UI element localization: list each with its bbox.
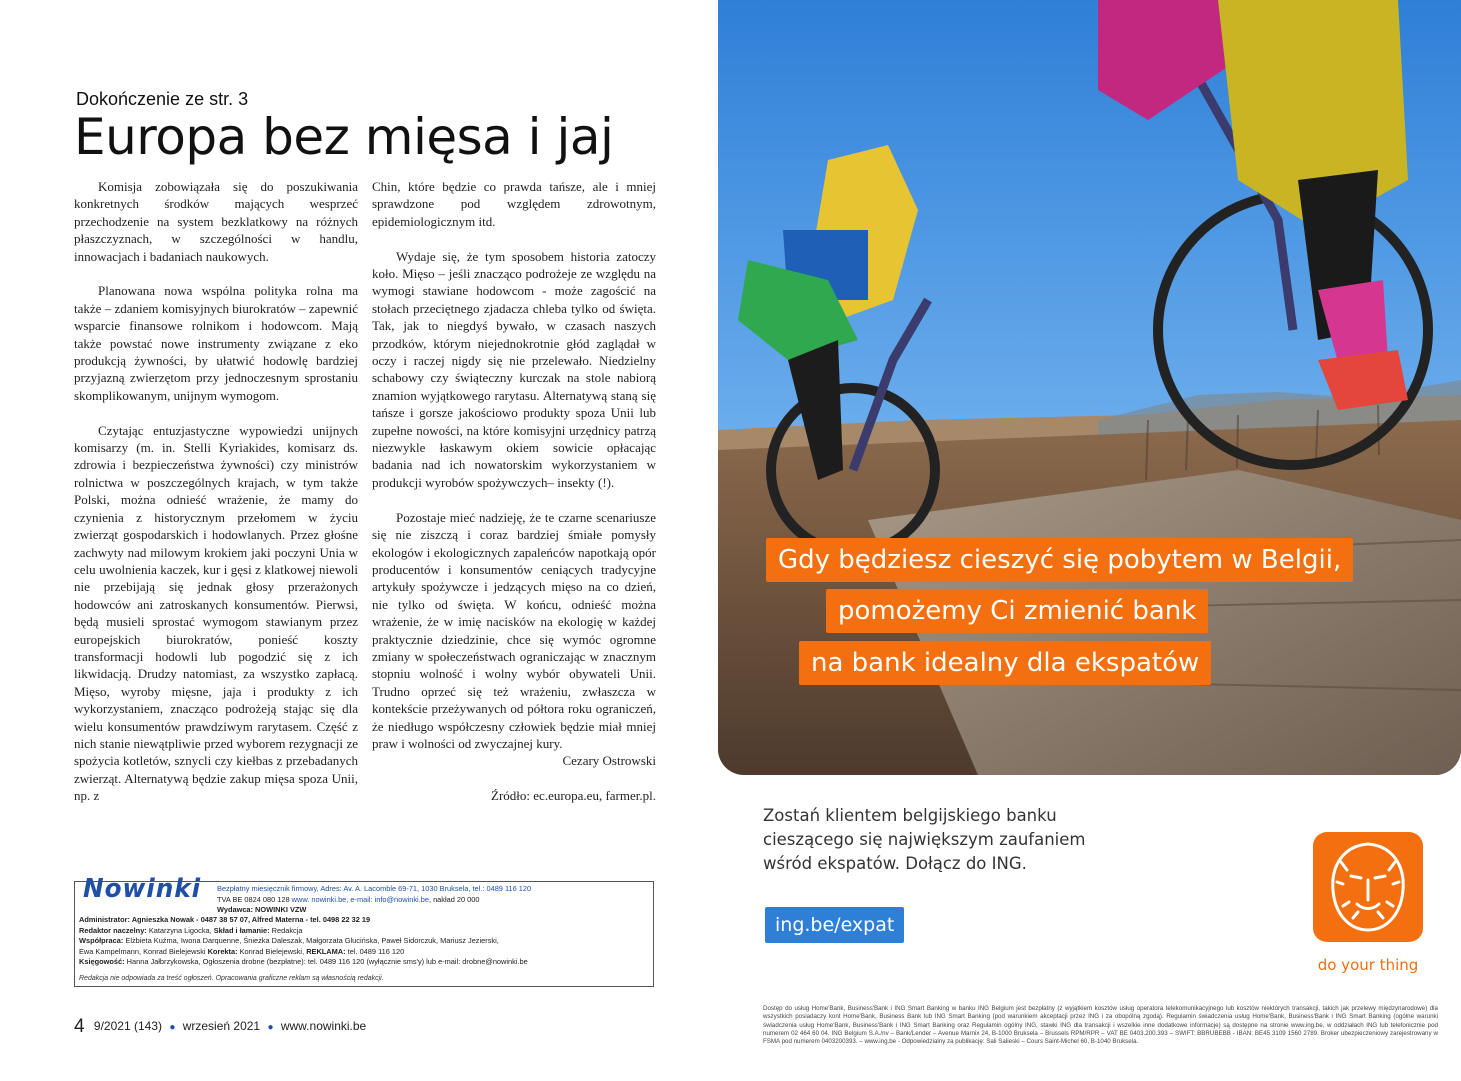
issue-number: 9/2021 (143) [93,1019,162,1033]
footer-website-link[interactable]: www.nowinki.be [280,1019,367,1033]
cooperation-label: Współpraca: [79,936,124,946]
ads-label: REKLAMA: [306,946,346,956]
article-headline: Europa bez mięsa i jaj [74,108,614,166]
paragraph: Planowana nowa wspólna polityka rolna ma także – zdaniem komisyjnych biurokratów – zapewnić wsparcie finansowe rolnikom i hodowcom. Mają także powstać nowe instrumenty związane z eko produkcją żywności, by ułatwić hodowlę bardziej przyjazną zwierzętom przy jednoczesnym sprostaniu skomplikowanym, unijnym wymogom. [74,283,358,403]
accounting-value: Hanna Jałbrzykowska, Ogłoszenia drobne (bezpłatne): tel. 0489 116 120 (wyłącznie sms'y) lub e-mail: drobne@nowinki.be [124,957,528,967]
masthead-publisher-info [217,884,647,916]
circulation: , nakład 20 000 [428,894,480,904]
cooperation-value: Elżbieta Kuźma, Iwona Darquenne, Śnieżka Daleszak, Małgorzata Glucińska, Paweł Sidorczuk, Mariusz Jezierski, [123,936,499,946]
masthead-staff [79,915,649,968]
paragraph: Pozostaje mieć nadzieję, że te czarne scenariusze się nie ziszczą i coraz bardziej śmiałe pomysły ekologów i ekologicznych zapaleńców napotkają opór producentów i konsumentów ceniących tradycyjne artykuły spożywcze i jedzących mięso na co dzień, nie tylko od święta. W końcu, odnieść można wrażenie, że w imię nacisków na ekologię w każdej praktycznie dziedzinie, chce się wymóc ogromne zmiany w społeczeństwach ograniczając w znacznym stopniu wolność i wolny wybór obywateli Unii. Trudno oprzeć się też wrażeniu, zwłaszcza w kontekście przeżywanych od półtora roku ograniczeń, że niedługo współczesny człowiek będzie miał mniej praw i wolności od zwyczajnej kury. [372,509,656,751]
article-page [0,0,718,1081]
ing-expat-link[interactable]: ing.be/expat [765,907,904,943]
cooperation-line-2 [79,947,649,958]
correction-value: Konrad Bielejewski, [237,946,307,956]
editor-label: Redaktor naczelny: [79,925,147,935]
headline-banner-1: Gdy będziesz cieszyć się pobytem w Belgii, [766,538,1353,582]
ing-tagline: do your thing [1317,956,1419,974]
author-name: Cezary Ostrowski [562,753,656,769]
accounting-label: Księgowość: [79,957,125,967]
masthead-box [74,874,654,987]
article-column-1 [74,178,358,822]
layout-label: Skład i łamanie: [213,925,270,935]
cooperation-line [79,936,649,947]
editor-line [79,926,649,937]
administrator: Administrator: Agnieszka Nowak - 0487 38 57 07, Alfred Materna - tel. 0498 22 32 19 [79,915,371,924]
headline-banner-3: na bank idealny dla ekspatów [799,641,1211,685]
page-number: 4 [74,1016,85,1037]
website-email-link[interactable]: www. nowinki.be, e-mail: info@nowinki.be [291,894,429,904]
masthead-contact [217,895,647,906]
article-column-2 [372,178,656,822]
layout-value: Redakcja [269,925,303,935]
ad-body-text: Zostań klientem belgijskiego banku cieszącego się największym zaufaniem wśród ekspatów. Dołącz do ING. [763,806,1086,873]
headline-banner-2: pomożemy Ci zmienić bank [826,589,1208,633]
masthead-address: Bezpłatny miesięcznik firmowy, Adres: Av. A. Lacomble 69-71, 1030 Bruksela, tel.: 0489 116 120 [217,884,532,893]
bullet-icon: ● [169,1022,176,1033]
paragraph: Wydaje się, że tym sposobem historia zatoczy koło. Mięso – jeśli znacząco podrożeje ze względu na wymogi stawiane hodowcom - może zagościć na stołach przeciętnego zjadacza chleba tylko od święta. Tak, jak to niegdyś bywało, w czasach naszych przodków, którym niejednokrotnie głód zaglądał w oczy i raczej nigdy się nie przelewało. Niedzielny schabowy czy świąteczny kurczak na stole nabiorą znamion wyjątkowego rarytasu. Alternatywą staną się tańsze i gorsze jakościowo produkty spoza Unii lub zupełne nowości, na które komisyjni urzędnicy patrzą niezwykle łaskawym okiem sowicie opłacając badania nad ich nowatorskim wykorzystaniem w produkcji wyrobów spożywczych– insekty (!). [372,248,656,490]
bullet-icon: ● [267,1022,274,1033]
issue-date: wrzesień 2021 [182,1019,261,1033]
ing-lion-icon [1313,832,1423,942]
ing-advertisement [718,0,1461,1081]
masthead-note: Redakcja nie odpowiada za treść ogłoszeń. Opracowania graficzne reklam są własnością redakcji. [79,975,384,982]
vat-number: TVA BE 0824 080 128 [217,894,292,904]
correction-label: Korekta: [207,946,238,956]
page-footer [74,1016,366,1038]
legal-disclaimer: Dostęp do usług Home'Bank, Business'Bank i ING Smart Banking w banku ING Belgium jest bezpłatny (z wyjątkiem kosztów usług operatora telekomunikacyjnego lub kosztów niektórych transakcji, takich jak przelewy międzynarodowe) dla wszystkich posiadaczy kont Home'Bank, Business Bank lub ING Smart Banking (pod warunkiem akceptacji przez ING i za obopólną zgodą). Regulamin świadczenia usług Home'Bank, Business'Bank i ING Smart Banking (ogólne warunki świadczenia usług Home'Bank, Business'Bank i ING Smart Banking oraz Regulamin ogólny ING, stawki ING dla transakcji i wszelkie inne dodatkowe informacje) są dostępne na stronie www.ing.be, w oddziałach ING lub telefonicznie pod numerem 02 464 60 04. ING Belgium S.A./nv – Bank/Lender – Avenue Marnix 24, B-1000 Bruksela – Brussels RPM/RPR – VAT BE 0403.200.393 – SWIFT: BBRUBEBB - IBAN: BE45 3109 1560 2789. Broker ubezpieczeniowy zarejestrowany w FSMA pod numerem 0403200393. – www.ing.be - Odpowiedzialny za publikację: Sali Salieski – Cours Saint-Michel 60, B-1040 Bruksela. [763,1005,1438,1046]
continuation-kicker: Dokończenie ze str. 3 [76,89,249,109]
cooperation-value-2: Ewa Kampelmann, Konrad Bielejewski [79,946,208,956]
paragraph: Czytając entuzjastyczne wypowiedzi unijnych komisarzy (m. in. Stelli Kyriakides, komisarz ds. zdrowia i bezpieczeństwa żywności) czy ministrów rolnictwa w poszczególnych krajach, w tym także Polski, można odnieść wrażenie, że mamy do czynienia z historycznym przełomem w życiu zwierząt gospodarskich i hodowlanych. Przez głośne zachwyty nad milowym krokiem jaki poczyni Unia w celu uwolnienia kaczek, kur i gęsi z klatkowej niewoli nie przebijają się jednak głosy przerażonych hodowców ani zatroskanych konsumentów. Pierwsi, będą musieli sprostać wymogom stawianym przez europejskich biurokratów, ponieść koszty transformacji hodowli lub pogodzić się z ich likwidacją. Drudzy natomiast, za wszystko zapłacą. Mięso, wyroby mięsne, jaja i produkty z ich wykorzystaniem, znacząco podrożeją stając się dla wielu konsumentów prawdziwym rarytasem. Część z nich stanie niewątpliwie przed wyborem rezygnacji ze spożycia kotletów, sznycli czy kiełbas z przebadanych zwierząt. Alternatywą będzie zakup mięsa spoza Unii, np. z [74,422,358,804]
accounting-line [79,957,649,968]
publisher: Wydawca: NOWINKI VZW [217,905,307,915]
source-note: Źródło: ec.europa.eu, farmer.pl. [491,788,656,804]
ads-value: tel. 0489 116 120 [345,946,405,956]
nowinki-logo: Nowinki [83,874,202,904]
paragraph: Komisja zobowiązała się do poszukiwania konkretnych środków mających wesprzeć przechodzenie na system bezklatkowy na różnych płaszczyznach, w szczególności w handlu, innowacjach i badaniach naukowych. [74,179,358,264]
paragraph: Chin, które będzie co prawda tańsze, ale i mniej sprawdzone pod względem zdrowotnym, epidemiologicznym itd. [372,179,656,229]
editor-value: Katarzyna Ligocka, [146,925,214,935]
